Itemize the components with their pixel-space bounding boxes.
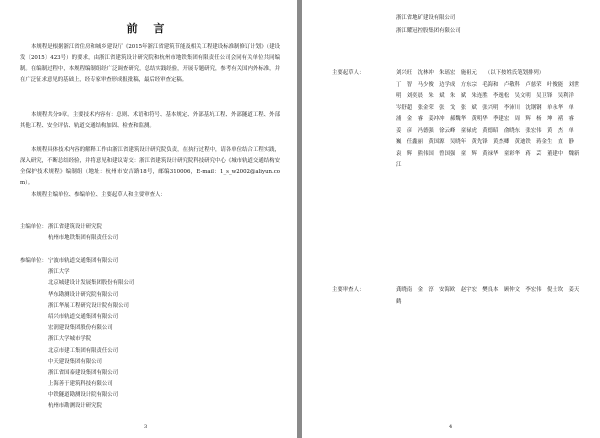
org-item: 浙江耀冠控股集团有限公司 <box>396 28 461 34</box>
main-editor-orgs <box>48 222 118 244</box>
preface-paragraph: 本规程具体技术内容的解释工作由浙江省建筑设计研究院负责，在执行过程中，请各单位结合工程实践，深入研究，不断总结经验，并将意见和建议寄交：浙江省建筑设计研究院科技研究中心《城市轨道交通结构安全保护技术规程》编制组（地址：杭州市安吉路18号，邮编310006，E-mail：1_s_w2002@aliyun.com）。 <box>20 147 280 186</box>
org-item: 浙江省地矿建设有限公司 <box>396 15 456 21</box>
reviewers-list: 龚晓南 金 淳 安海欧 赵宇宏 樊良本 顾仲文 李宏伟 倪士坎 姜天鹤 <box>396 287 580 305</box>
drafters-ordering-note: （以下按姓氏笔划排列） <box>484 70 545 76</box>
org-item: 浙江省建筑设计研究院 <box>48 224 102 230</box>
participant-orgs <box>48 256 134 413</box>
participant-orgs-continued <box>396 12 461 38</box>
org-item: 宏润建设集团股份有限公司 <box>48 325 113 332</box>
preface-paragraph: 本规程主编单位、参编单位、主要起草人和主要审查人： <box>31 192 166 198</box>
org-item: 中天建设集团有限公司 <box>48 358 102 365</box>
other-drafters: 丁 智 马少俊 边学成 方东宗 毛海和 卢敬科 卢慈荣 叶俊能 刘世明 刘奕晨 朱 斌 朱 斌 朱连胜 李逸松 吴文明 吴卫锋 吴利洋 岑舒超 张金荣 张 戈 张 斌 张兴明 李沛川 沈钢钢 单永华 单 浦 金 睿 姜冲冲 郝魏华 黄明华 季建宏 周 辉 杨 坤 褚 睿 姜 彦 冯德强 徐云峰 童禄虎 黄德昭 俞晓东 张宏伟 黄 杰 单 巍 任鑫丽 黄国源 吴晓年 黄先锋 黄杰卿 黄迪铁 蒋金生 直 静 袁 辉 熊伟国 曾国强 童 辉 黄禄华 童彩华 蒋 芸 董建中 魏新江 <box>396 81 580 168</box>
org-item: 中铁隧道勘测设计院有限公司 <box>48 392 119 399</box>
page-4 <box>302 0 600 438</box>
page-number: 4 <box>449 424 453 430</box>
org-item: 华东勘测设计研究院有限公司 <box>48 291 119 298</box>
org-item: 杭州市地铁集团有限责任公司 <box>48 235 119 242</box>
org-item: 浙江省国泰建设集团有限公司 <box>48 369 119 376</box>
reviewers-label: 主要审查人： <box>332 287 365 293</box>
org-item: 上海善于建筑科技有限公司 <box>48 381 113 388</box>
main-editor-label: 主编单位： <box>20 224 47 230</box>
org-item: 浙江华展工程研究设计院有限公司 <box>48 302 129 309</box>
page-3 <box>0 0 297 438</box>
page-number: 3 <box>144 424 148 430</box>
preface-paragraph: 本规程是根据浙江省住房和城乡建设厅《2015年浙江省建筑节能及相关工程建设标准制修订计划》（建设发〔2015〕423号）的要求，由浙江省建筑设计研究院和杭州市地铁集团有限责任公司会同有关单位共同编制。在编制过程中，本规程编制组经广泛调查研究，总结实践经验，开展专题研究，参考有关国内外标准，并在广泛征求意见的基础上，经专家审查形成报批稿，最后经审查定稿。 <box>20 44 280 83</box>
org-item: 北京市建工集团有限责任公司 <box>48 347 119 354</box>
participant-label: 参编单位： <box>20 258 47 264</box>
org-item: 浙江大学城市学院 <box>48 336 92 343</box>
org-item: 宁波市轨道交通集团有限公司 <box>48 258 119 264</box>
lead-drafters: 刘兴旺 沈林冲 朱瑶宏 施祖元 <box>396 70 477 76</box>
preface-paragraph: 本规程共分9章。主要技术内容有：总则、术语和符号、基本规定、外部基坑工程、外部隧道工程、外部其他工程、安全评估、轨道交通结构加固、检查和监测。 <box>20 112 280 129</box>
drafters-label: 主要起草人： <box>332 70 365 76</box>
page-title: 前 言 <box>126 22 171 35</box>
org-item: 绍兴市轨道交通集团有限公司 <box>48 313 119 320</box>
org-item: 北京城建设计发展集团股份有限公司 <box>48 280 135 287</box>
drafters-list <box>396 68 580 172</box>
org-item: 浙江大学 <box>48 269 70 276</box>
org-item: 杭州市勘测设计研究院 <box>48 403 102 410</box>
